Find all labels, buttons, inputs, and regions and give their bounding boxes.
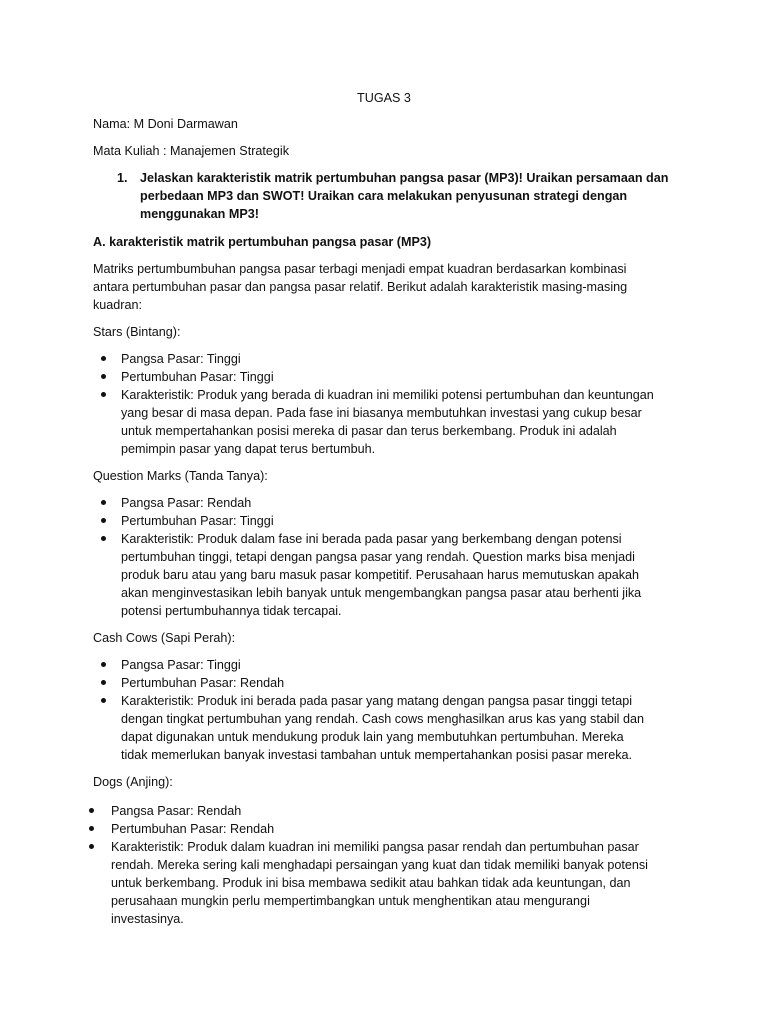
bullet-icon bbox=[101, 392, 106, 397]
list-item: Pertumbuhan Pasar: Tinggi bbox=[121, 514, 274, 528]
list-item: Karakteristik: Produk ini berada pada pasar yang matang dengan pangsa pasar tinggi tetapi bbox=[121, 694, 633, 708]
list-item-continuation: produk baru atau yang baru masuk pasar kompetitif. Perusahaan harus memutuskan apakah bbox=[121, 568, 640, 582]
bullet-icon bbox=[101, 374, 106, 379]
student-name: Nama: M Doni Darmawan bbox=[93, 117, 238, 131]
list-item: Pangsa Pasar: Tinggi bbox=[121, 658, 241, 672]
list-item-continuation: pertumbuhan tinggi, tetapi dengan pangsa pasar yang rendah. Question marks bisa menjadi bbox=[121, 550, 635, 564]
list-item: Karakteristik: Produk yang berada di kuadran ini memiliki potensi pertumbuhan dan keuntungan bbox=[121, 388, 654, 402]
intro-line: antara pertumbuhan pasar dan pangsa pasar relatif. Berikut adalah karakteristik masing-masing bbox=[93, 280, 628, 294]
list-item-continuation: tidak memerlukan banyak investasi tambahan untuk mempertahankan posisi pasar mereka. bbox=[121, 748, 633, 762]
bullet-icon bbox=[101, 518, 106, 523]
list-item-continuation: yang besar di masa depan. Pada fase ini biasanya membutuhkan investasi yang cukup besar bbox=[121, 406, 642, 420]
intro-line: kuadran: bbox=[93, 298, 143, 312]
list-item: Pertumbuhan Pasar: Rendah bbox=[121, 676, 285, 690]
quadrant-heading-question-marks: Question Marks (Tanda Tanya): bbox=[93, 469, 268, 483]
question-line: perbedaan MP3 dan SWOT! Uraikan cara melakukan penyusunan strategi dengan bbox=[140, 189, 628, 203]
quadrant-heading-cash-cows: Cash Cows (Sapi Perah): bbox=[93, 631, 236, 645]
course-name: Mata Kuliah : Manajemen Strategik bbox=[93, 144, 290, 158]
section-heading: A. karakteristik matrik pertumbuhan pangsa pasar (MP3) bbox=[93, 235, 432, 249]
bullet-icon bbox=[101, 500, 106, 505]
list-item-continuation: rendah. Mereka sering kali menghadapi persaingan yang kuat dan tidak memiliki banyak potensi bbox=[111, 858, 648, 872]
document-title: TUGAS 3 bbox=[357, 91, 411, 105]
bullet-icon bbox=[101, 536, 106, 541]
question-line: Jelaskan karakteristik matrik pertumbuhan pangsa pasar (MP3)! Uraikan persamaan dan bbox=[140, 171, 669, 185]
list-item-continuation: dengan tingkat pertumbuhan yang rendah. Cash cows menghasilkan arus kas yang stabil dan bbox=[121, 712, 644, 726]
question-number: 1. bbox=[117, 171, 128, 185]
list-item: Pangsa Pasar: Rendah bbox=[121, 496, 252, 510]
bullet-icon bbox=[101, 698, 106, 703]
quadrant-heading-dogs: Dogs (Anjing): bbox=[93, 775, 173, 789]
bullet-icon bbox=[101, 662, 106, 667]
list-item: Pertumbuhan Pasar: Tinggi bbox=[121, 370, 274, 384]
question-line: menggunakan MP3! bbox=[140, 207, 259, 221]
list-item-continuation: akan menginvestasikan lebih banyak untuk mengembangkan pangsa pasar atau berhenti jika bbox=[121, 586, 642, 600]
list-item: Pangsa Pasar: Tinggi bbox=[121, 352, 241, 366]
list-item-continuation: perusahaan mungkin perlu mempertimbangkan untuk menghentikan atau mengurangi bbox=[111, 894, 590, 908]
bullet-icon bbox=[101, 680, 106, 685]
bullet-icon bbox=[89, 826, 94, 831]
quadrant-heading-stars: Stars (Bintang): bbox=[93, 325, 181, 339]
list-item: Karakteristik: Produk dalam kuadran ini memiliki pangsa pasar rendah dan pertumbuhan pasar bbox=[111, 840, 639, 854]
bullet-icon bbox=[101, 356, 106, 361]
list-item-continuation: investasinya. bbox=[111, 912, 184, 926]
bullet-icon bbox=[89, 808, 94, 813]
list-item: Pertumbuhan Pasar: Rendah bbox=[111, 822, 275, 836]
list-item-continuation: untuk mempertahankan posisi mereka di pasar dan terus berkembang. Produk ini adalah bbox=[121, 424, 617, 438]
list-item-continuation: potensi pertumbuhannya tidak tercapai. bbox=[121, 604, 342, 618]
list-item: Pangsa Pasar: Rendah bbox=[111, 804, 242, 818]
bullet-icon bbox=[89, 844, 94, 849]
list-item-continuation: untuk berkembang. Produk ini bisa membawa sedikit atau bahkan tidak ada keuntungan, dan bbox=[111, 876, 631, 890]
list-item: Karakteristik: Produk dalam fase ini berada pada pasar yang berkembang dengan potensi bbox=[121, 532, 622, 546]
list-item-continuation: dapat digunakan untuk mendukung produk lain yang membutuhkan pertumbuhan. Mereka bbox=[121, 730, 624, 744]
list-item-continuation: pemimpin pasar yang dapat terus bertumbuh. bbox=[121, 442, 376, 456]
intro-line: Matriks pertumbumbuhan pangsa pasar terbagi menjadi empat kuadran berdasarkan kombinasi bbox=[93, 262, 627, 276]
